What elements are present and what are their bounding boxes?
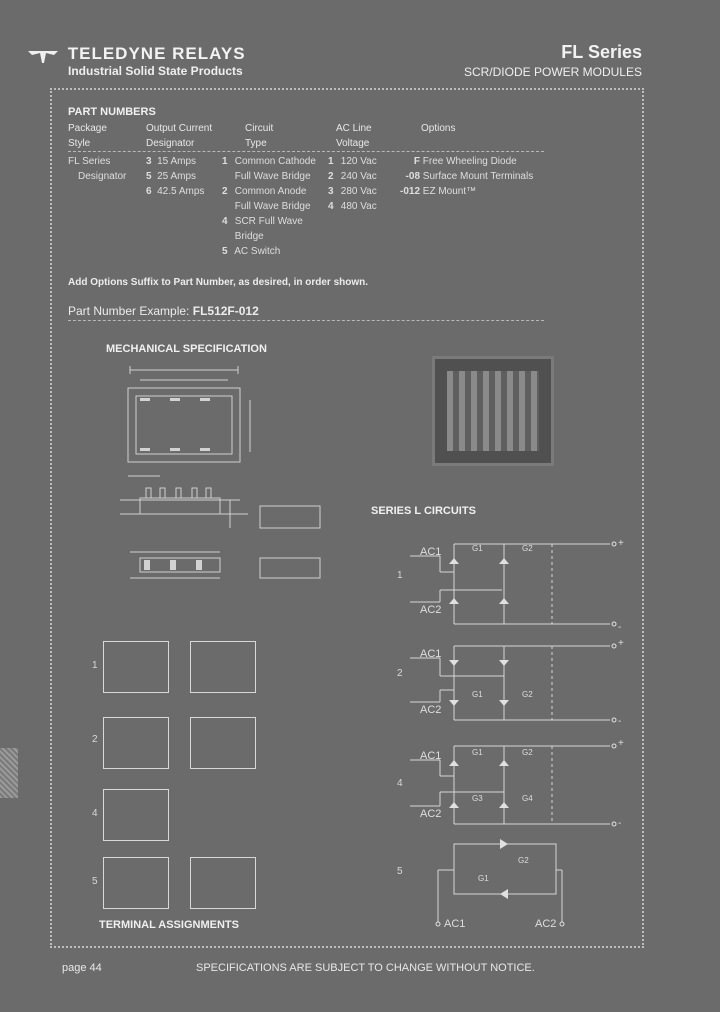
gate-label: G2 [518,856,529,865]
side-index-tab [0,748,18,798]
circuit-row: 4 SCR Full Wave [222,216,303,227]
circuit-2-diagram [410,640,620,730]
circuit-num: 4 [397,778,403,789]
terminal-diagram [103,641,169,693]
option-row: F Free Wheeling Diode [413,156,517,167]
page-number: page 44 [62,962,102,974]
gate-label: G4 [522,794,533,803]
gate-label: G2 [522,748,533,757]
package-line-1: FL Series [68,156,111,167]
circuit-row: Full Wave Bridge [234,171,311,182]
circuit-num: 2 [397,668,403,679]
plus-label: + [618,638,624,649]
minus-label: - [618,622,622,633]
gate-label: G1 [478,874,489,883]
terminal-diagram [190,857,256,909]
voltage-row: 2 240 Vac [328,171,377,182]
circuit-row: Bridge [234,231,264,242]
mechanical-drawing [100,360,360,600]
circuit-row: 5 AC Switch [222,246,281,257]
minus-label: - [618,716,622,727]
circuit-ac2: AC2 [420,704,442,716]
part-example: Part Number Example: FL512F-012 [68,304,259,318]
plus-label: + [618,738,624,749]
terminals-title: TERMINAL ASSIGNMENTS [99,919,239,931]
circuit-row: 2 Common Anode [222,186,307,197]
circuit-ac1: AC1 [420,546,442,558]
circuit-5-diagram [436,840,566,930]
col-voltage-h2: Voltage [336,138,370,149]
gate-label: G1 [472,690,483,699]
brand-title [28,44,246,64]
terminal-diagram [103,789,169,841]
current-row: 6 42.5 Amps [146,186,205,197]
circuit-num: 5 [397,866,403,877]
gate-label: G2 [522,544,533,553]
gate-label: G1 [472,748,483,757]
gate-label: G2 [522,690,533,699]
option-row: -012 EZ Mount™ [400,186,477,197]
circuit-4-diagram [410,742,620,832]
voltage-row: 4 480 Vac [328,201,377,212]
terminal-row-num: 4 [92,808,98,819]
product-line: SCR/DIODE POWER MODULES [463,65,642,79]
circuit-1-diagram [410,540,620,630]
footer-notice: SPECIFICATIONS ARE SUBJECT TO CHANGE WITHOUT NOTICE. [196,962,535,974]
circuit-ac1: AC1 [420,750,442,762]
voltage-row: 3 280 Vac [328,186,377,197]
circuit-row: Full Wave Bridge [234,201,311,212]
col-package-h1: Package [68,123,107,134]
circuit-ac2: AC2 [535,918,557,930]
brand-subtitle: Industrial Solid State Products [68,64,243,78]
part-example-value: FL512F-012 [192,304,259,318]
header-rule [68,151,544,152]
col-voltage-h1: AC Line [336,123,372,134]
terminal-diagram [103,717,169,769]
gate-label: G1 [472,544,483,553]
terminal-diagram [190,641,256,693]
circuit-ac2: AC2 [420,808,442,820]
circuits-title: SERIES L CIRCUITS [371,505,476,517]
col-options-h1: Options [421,123,456,134]
example-rule [68,320,544,321]
terminal-row-num: 5 [92,876,98,887]
col-circuit-h1: Circuit [245,123,274,134]
gate-label: G3 [472,794,483,803]
col-package-h2: Style [68,138,91,149]
teledyne-logo-icon [28,47,58,63]
module-photo [432,356,554,466]
col-current-h1: Output Current [146,123,213,134]
terminal-row-num: 2 [92,734,98,745]
suffix-note: Add Options Suffix to Part Number, as desired, in order shown. [68,277,369,288]
minus-label: - [618,818,622,829]
mechanical-title: MECHANICAL SPECIFICATION [106,343,267,355]
terminal-diagram [103,857,169,909]
current-row: 3 15 Amps [146,156,197,167]
col-current-h2: Designator [146,138,195,149]
col-circuit-h2: Type [245,138,267,149]
circuit-row: 1 Common Cathode [222,156,316,167]
circuit-ac2: AC2 [420,604,442,616]
series-title: FL Series [561,42,642,62]
current-row: 5 25 Amps [146,171,197,182]
terminal-row-num: 1 [92,660,98,671]
part-numbers-title: PART NUMBERS [68,106,156,118]
plus-label: + [618,538,624,549]
terminal-diagram [190,717,256,769]
circuit-ac1: AC1 [420,648,442,660]
voltage-row: 1 120 Vac [328,156,377,167]
package-line-2: Designator [78,171,127,182]
option-row: -08 Surface Mount Terminals [405,171,534,182]
brand-name: TELEDYNE RELAYS [67,44,246,63]
circuit-ac1: AC1 [444,918,466,930]
circuit-num: 1 [397,570,403,581]
